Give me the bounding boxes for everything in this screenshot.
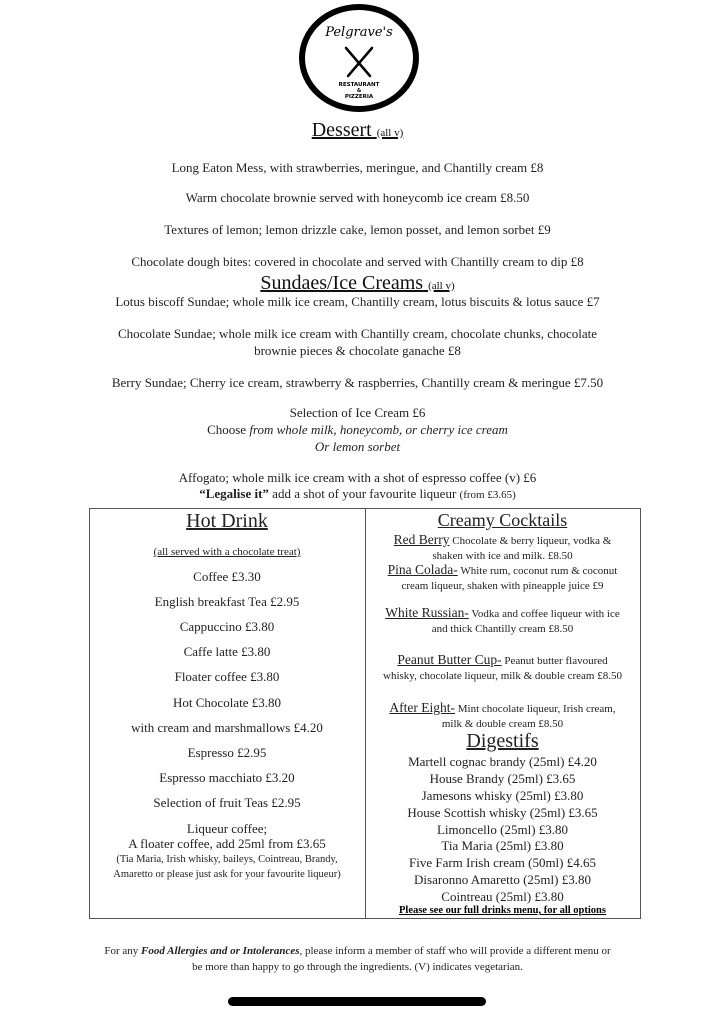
hot-drink-item: English breakfast Tea £2.95 [154, 594, 300, 609]
allergy-notice-line2: be more than happy to go through the ingredients. (V) indicates vegetarian. [192, 961, 523, 973]
dessert-note: (all v) [376, 127, 404, 139]
hot-drink-item: Coffee £3.30 [193, 569, 261, 584]
cocktails-title: Creamy Cocktails [437, 510, 568, 530]
cocktail-name: Peanut Butter Cup- [397, 652, 502, 667]
drinks-menu-note: Please see our full drinks menu, for all options [398, 905, 606, 916]
cocktail-desc: and thick Chantilly cream £8.50 [431, 623, 574, 635]
sundae-item: Selection of Ice Cream £6 [289, 405, 426, 420]
cocktail-desc: milk & double cream £8.50 [441, 718, 564, 730]
cocktail-item [365, 532, 640, 564]
legalise-price: (from £3.65) [459, 489, 516, 501]
cocktail-item [365, 605, 640, 637]
cocktail-item [365, 652, 640, 684]
sundae-item [0, 422, 715, 438]
allergy-notice [0, 943, 715, 959]
cocktail-desc: Chocolate & berry liqueur, vodka & [452, 535, 612, 547]
digestif-item: Limoncello (25ml) £3.80 [436, 822, 569, 837]
svg-text:RESTAURANT: RESTAURANT [338, 82, 380, 88]
cocktail-desc: shaken with ice and milk. £8.50 [432, 550, 573, 562]
cocktail-desc: cream liqueur, shaken with pineapple juice £9 [401, 580, 604, 592]
svg-text:PIZZERIA: PIZZERIA [344, 94, 374, 100]
flavour-options: from whole milk, honeycomb, or cherry ice cream [249, 422, 508, 437]
cocktail-desc: Peanut butter flavoured [504, 655, 608, 667]
footer-prefix: For any [104, 945, 139, 957]
hot-drink-item: with cream and marshmallows £4.20 [131, 720, 323, 735]
dessert-item: Long Eaton Mess, with strawberries, meringue, and Chantilly cream £8 [171, 160, 544, 175]
choose-label: Choose [207, 422, 247, 437]
hot-drink-item: Selection of fruit Teas £2.95 [153, 795, 301, 810]
hot-drink-item: Liqueur coffee; [186, 821, 268, 836]
legalise-desc: add a shot of your favourite liqueur [272, 486, 457, 501]
cocktail-desc: Vodka and coffee liqueur with ice [471, 608, 620, 620]
cocktail-name: Red Berry [393, 532, 450, 547]
digestif-item: House Brandy (25ml) £3.65 [429, 771, 576, 786]
cocktail-name: White Russian- [385, 605, 469, 620]
sundae-item: Berry Sundae; Cherry ice cream, strawberry & raspberries, Chantilly cream & meringue £7.50 [111, 375, 604, 390]
hot-drink-item: (Tia Maria, Irish whisky, baileys, Cointreau, Brandy, [116, 854, 338, 865]
home-indicator[interactable] [228, 997, 486, 1006]
legalise-it: “Legalise it” [199, 486, 269, 501]
sundaes-title: Sundaes/Ice Creams [260, 272, 424, 294]
cocktail-desc: White rum, coconut rum & coconut [460, 565, 618, 577]
cocktail-desc: whisky, chocolate liqueur, milk & double cream £8.50 [383, 670, 622, 682]
cocktail-name: After Eight- [389, 700, 456, 715]
digestif-item: Jamesons whisky (25ml) £3.80 [421, 788, 584, 803]
digestif-item: Martell cognac brandy (25ml) £4.20 [408, 754, 597, 769]
sundae-item [0, 486, 715, 503]
dessert-item: Warm chocolate brownie served with honeycomb ice cream £8.50 [185, 190, 530, 205]
dessert-heading [0, 119, 715, 144]
digestifs-title: Digestifs [466, 730, 539, 752]
svg-text:Pelgrave's: Pelgrave's [325, 25, 393, 40]
digestif-item: House Scottish whisky (25ml) £3.65 [407, 805, 598, 820]
dessert-title: Dessert [311, 119, 372, 141]
hot-drink-title: Hot Drink [186, 510, 268, 532]
digestif-item: Disaronno Amaretto (25ml) £3.80 [414, 872, 591, 887]
svg-text:&: & [356, 88, 362, 94]
digestif-item: Five Farm Irish cream (50ml) £4.65 [408, 855, 596, 870]
sundae-item: Lotus biscoff Sundae; whole milk ice cream, Chantilly cream, lotus biscuits & lotus sauce £7 [115, 294, 600, 309]
hot-drink-item: A floater coffee, add 25ml from £3.65 [128, 836, 326, 851]
digestif-item: Tia Maria (25ml) £3.80 [441, 838, 564, 853]
hot-drink-item: Cappuccino £3.80 [179, 619, 275, 634]
hot-drink-item: Hot Chocolate £3.80 [173, 695, 281, 710]
cocktail-item [365, 700, 640, 732]
hot-drink-item: Caffe latte £3.80 [183, 644, 271, 659]
footer-line1: , please inform a member of staff who will provide a different menu or [299, 945, 611, 957]
hot-drink-item: Espresso £2.95 [187, 745, 267, 760]
hot-drink-item: Espresso macchiato £3.20 [159, 770, 295, 785]
sundae-item: brownie pieces & chocolate ganache £8 [254, 343, 461, 358]
cocktail-name: Pina Colada- [387, 562, 458, 577]
sundaes-note: (all v) [428, 280, 455, 292]
hot-drink-item: Amaretto or please just ask for your favourite liqueur) [113, 869, 341, 880]
dessert-item: Textures of lemon; lemon drizzle cake, lemon posset, and lemon sorbet £9 [164, 222, 551, 237]
sundae-item: Affogato; whole milk ice cream with a shot of espresso coffee (v) £6 [178, 470, 537, 485]
sundae-item: Chocolate Sundae; whole milk ice cream with Chantilly cream, chocolate chunks, chocolate [117, 326, 598, 341]
cocktail-desc: Mint chocolate liqueur, Irish cream, [457, 703, 616, 715]
hot-drink-subtitle: (all served with a chocolate treat) [153, 546, 301, 558]
cocktail-item [365, 562, 640, 594]
hot-drink-item: Floater coffee £3.80 [174, 669, 280, 684]
digestif-item: Cointreau (25ml) £3.80 [441, 889, 564, 904]
sundae-item: Or lemon sorbet [314, 439, 401, 454]
dessert-item: Chocolate dough bites: covered in chocolate and served with Chantilly cream to dip £8 [131, 254, 584, 269]
restaurant-logo [298, 2, 420, 114]
allergy-emphasis: Food Allergies and or Intolerances [141, 945, 300, 957]
